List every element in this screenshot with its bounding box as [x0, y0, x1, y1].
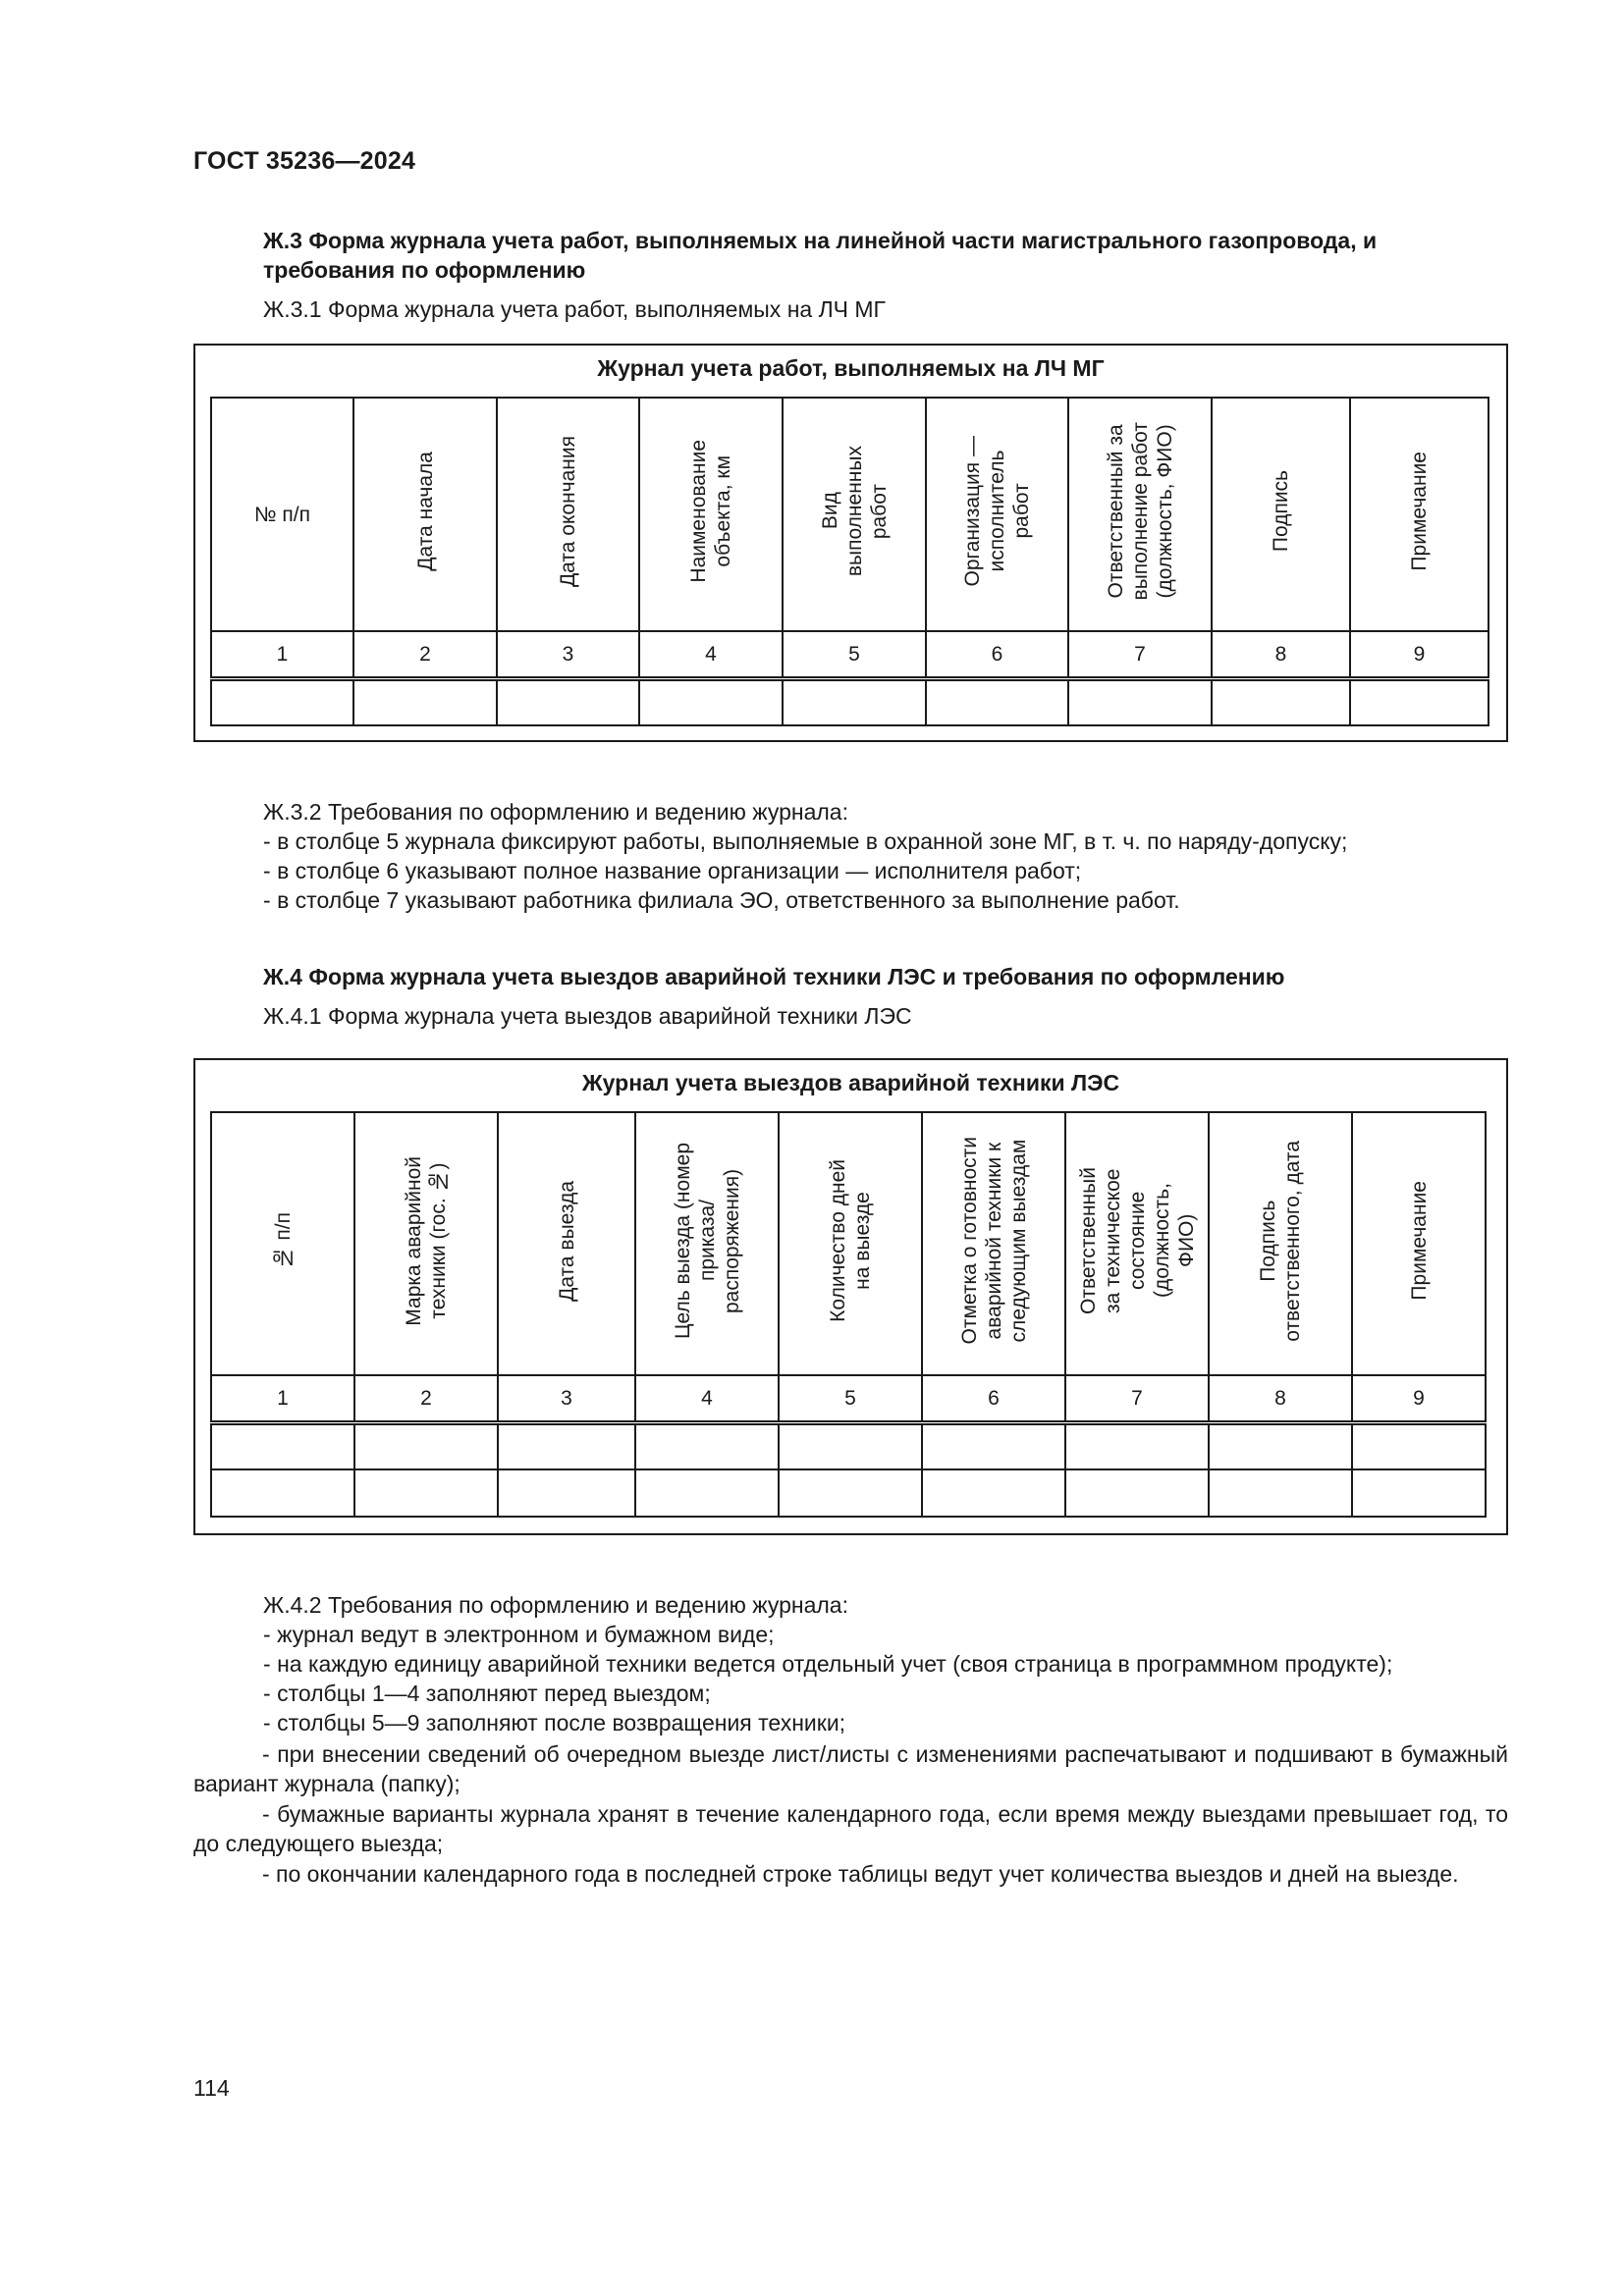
requirement-paragraph: - при внесении сведений об очередном выезде лист/листы с изменениями распечатывают и подшивают в бумажный вариант журнала (папку);: [193, 1741, 1508, 1796]
column-header: [1350, 398, 1489, 631]
list-item: - в столбце 7 указывают работника филиала ЭО, ответственного за выполнение работ.: [263, 885, 1530, 915]
column-header-text: Количество дней на выезде: [827, 1159, 874, 1322]
column-header: [497, 398, 639, 631]
journal-emergency-table: [210, 1111, 1487, 1518]
column-number: 5: [783, 631, 926, 678]
column-number: 8: [1209, 1375, 1352, 1422]
column-numbers-row: [211, 631, 1489, 678]
column-header: [1212, 398, 1350, 631]
list-item: - в столбце 6 указывают полное название организации — исполнителя работ;: [263, 856, 1530, 885]
section-z3-subtitle: Ж.3.1 Форма журнала учета работ, выполняемых на ЛЧ МГ: [263, 296, 887, 322]
column-header-text: Цель выезда (номер приказа/ распоряжения): [671, 1142, 743, 1339]
column-header: [498, 1112, 635, 1375]
empty-cell: [211, 678, 353, 725]
empty-cell: [1350, 678, 1489, 725]
column-header-text: Ответственный за выполнение работ (должность, ФИО): [1104, 422, 1176, 601]
column-header-text: Марка аварийной техники (гос. №): [403, 1155, 450, 1326]
column-number: 4: [639, 631, 783, 678]
requirement-paragraph: - по окончании календарного года в последней строке таблицы ведут учет количества выездов и дней на выезде.: [262, 1861, 1459, 1887]
empty-cell: [498, 1422, 635, 1469]
column-header: [211, 398, 353, 631]
column-header: [639, 398, 783, 631]
empty-cell: [1352, 1422, 1486, 1469]
empty-cell: [783, 678, 926, 725]
column-header: [783, 398, 926, 631]
list-item: - в столбце 5 журнала фиксируют работы, выполняемые в охранной зоне МГ, в т. ч. по наряду-допуску;: [263, 827, 1530, 856]
journal-works-title: Журнал учета работ, выполняемых на ЛЧ МГ: [597, 355, 1105, 381]
empty-cell: [1068, 678, 1212, 725]
section-z4-subtitle: Ж.4.1 Форма журнала учета выездов аварийной техники ЛЭС: [263, 1003, 912, 1029]
column-number: 3: [497, 631, 639, 678]
empty-cell: [1212, 678, 1350, 725]
column-header: [1068, 398, 1212, 631]
list-item: - на каждую единицу аварийной техники ведется отдельный учет (своя страница в программном продукте);: [263, 1649, 1530, 1679]
section-z4-title: Ж.4 Форма журнала учета выездов аварийной техники ЛЭС и требования по оформлению: [263, 964, 1285, 989]
column-number: 5: [779, 1375, 922, 1422]
column-header: [1065, 1112, 1209, 1375]
column-header-text: № п/п: [254, 503, 310, 526]
column-numbers-row: [211, 1375, 1486, 1422]
empty-cell: [211, 1469, 354, 1517]
column-number: 6: [922, 1375, 1065, 1422]
journal-works-form: [193, 344, 1508, 742]
column-header-text: Наименование объекта, км: [687, 440, 734, 583]
column-header-text: Дата начала: [413, 452, 437, 571]
section-z3-requirements-list: [263, 827, 1530, 915]
section-z3-requirements-title: Ж.3.2 Требования по оформлению и ведению журнала:: [263, 799, 848, 825]
column-number: 2: [353, 631, 497, 678]
column-header: [211, 1112, 354, 1375]
column-header: [922, 1112, 1065, 1375]
column-header: [1352, 1112, 1486, 1375]
column-header-text: Примечание: [1408, 452, 1431, 571]
column-number: 2: [354, 1375, 498, 1422]
column-header: [1209, 1112, 1352, 1375]
column-number: 9: [1352, 1375, 1486, 1422]
column-header-text: Ответственный за техническое состояние (должность, ФИО): [1076, 1167, 1198, 1314]
section-z4-requirements-list: [263, 1620, 1530, 1737]
section-z4-requirements-title: Ж.4.2 Требования по оформлению и ведению журнала:: [263, 1592, 848, 1618]
column-header: [779, 1112, 922, 1375]
empty-cell: [779, 1469, 922, 1517]
empty-cell: [354, 1422, 498, 1469]
empty-row: [211, 1422, 1486, 1469]
column-number: 9: [1350, 631, 1489, 678]
empty-cell: [922, 1422, 1065, 1469]
column-header-text: Подпись: [1270, 470, 1292, 553]
column-header-text: Организация — исполнитель работ: [961, 436, 1033, 587]
empty-cell: [639, 678, 783, 725]
column-header: [353, 398, 497, 631]
empty-cell: [1209, 1469, 1352, 1517]
empty-cell: [926, 678, 1068, 725]
header-row: [211, 398, 1489, 631]
requirement-paragraph: - бумажные варианты журнала хранят в течение календарного года, если время между выездами превышает год, то до следующего выезда;: [193, 1801, 1508, 1856]
empty-cell: [353, 678, 497, 725]
column-number: 7: [1065, 1375, 1209, 1422]
empty-cell: [354, 1469, 498, 1517]
column-number: 1: [211, 631, 353, 678]
column-header-text: Примечание: [1407, 1181, 1431, 1301]
journal-works-table: [210, 397, 1489, 726]
empty-cell: [922, 1469, 1065, 1517]
empty-cell: [1352, 1469, 1486, 1517]
column-header-text: Вид выполненных работ: [818, 446, 891, 577]
empty-row: [211, 1469, 1486, 1517]
header-row: [211, 1112, 1486, 1375]
document-code: ГОСТ 35236—2024: [193, 147, 416, 175]
empty-cell: [1065, 1422, 1209, 1469]
column-number: 1: [211, 1375, 354, 1422]
column-header: [926, 398, 1068, 631]
empty-cell: [497, 678, 639, 725]
empty-cell: [1065, 1469, 1209, 1517]
list-item: - столбцы 5—9 заполняют после возвращения техники;: [263, 1708, 1530, 1737]
empty-cell: [779, 1422, 922, 1469]
column-header-text: Отметка о готовности аварийной техники к следующим выездам: [957, 1137, 1030, 1345]
column-header-text: Подпись ответственного, дата: [1257, 1140, 1304, 1342]
column-header: [354, 1112, 498, 1375]
column-number: 3: [498, 1375, 635, 1422]
empty-cell: [1209, 1422, 1352, 1469]
column-header-text: Дата окончания: [557, 435, 579, 588]
empty-row: [211, 678, 1489, 725]
column-number: 6: [926, 631, 1068, 678]
empty-cell: [635, 1469, 779, 1517]
column-header: [635, 1112, 779, 1375]
list-item: - столбцы 1—4 заполняют перед выездом;: [263, 1679, 1530, 1708]
journal-emergency-form: [193, 1058, 1508, 1535]
journal-emergency-title: Журнал учета выездов аварийной техники ЛЭС: [581, 1070, 1120, 1095]
column-number: 4: [635, 1375, 779, 1422]
empty-cell: [498, 1469, 635, 1517]
column-number: 8: [1212, 631, 1350, 678]
empty-cell: [635, 1422, 779, 1469]
empty-cell: [211, 1422, 354, 1469]
section-z3-title: Ж.3 Форма журнала учета работ, выполняемых на линейной части магистрального газопровода, и требования по оформлению: [263, 228, 1378, 283]
page-number: 114: [193, 2075, 230, 2101]
column-header-text: Дата выезда: [555, 1180, 578, 1302]
list-item: - журнал ведут в электронном и бумажном виде;: [263, 1620, 1530, 1649]
column-number: 7: [1068, 631, 1212, 678]
column-header-text: № п/п: [271, 1212, 295, 1269]
